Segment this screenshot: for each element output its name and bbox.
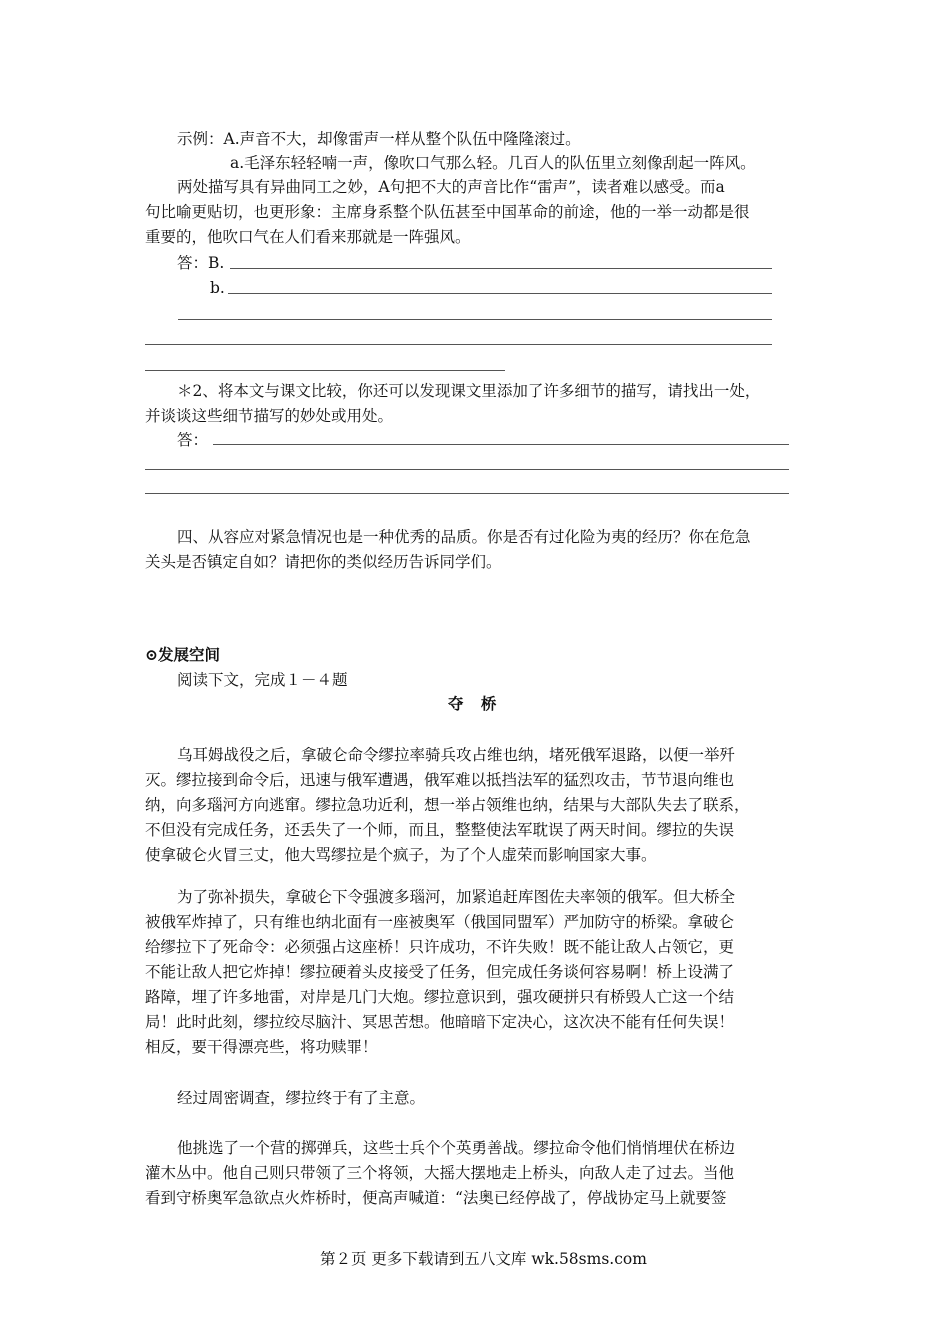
question2-line-1: ＊2、将本文与课文比较，你还可以发现课文里添加了许多细节的描写，请找出一处， (177, 382, 761, 400)
paragraph-1-line: 乌耳姆战役之后，拿破仑命令缪拉率骑兵攻占维也纳，堵死俄军退路，以便一举歼 (177, 746, 736, 764)
answer-blank-line[interactable] (145, 370, 505, 371)
paragraph-2-line: 局！此时此刻，缪拉绞尽脑汁、冥思苦想。他暗暗下定决心，这次决不能有任何失误！ (145, 1013, 735, 1031)
article-title: 夺 桥 (448, 694, 503, 713)
example-line-a-small: a.毛泽东轻轻喃一声，像吹口气那么轻。几百人的队伍里立刻像刮起一阵风。 (230, 154, 756, 172)
answer-b-label: 答：B. (177, 254, 225, 272)
development-heading: ⊙发展空间 (145, 645, 220, 664)
paragraph-4-line: 灌木丛中。他自己则只带领了三个将领，大摇大摆地走上桥头，向敌人走了过去。当他 (145, 1164, 735, 1182)
answer-sub-b-line[interactable] (228, 293, 772, 294)
page-footer: 第２页 更多下载请到五八文库 wk.58sms.com (320, 1250, 647, 1268)
question2-answer-line[interactable] (145, 469, 789, 470)
section4-line-1: 四、从容应对紧急情况也是一种优秀的品质。你是否有过化险为夷的经历？你在危急 (177, 528, 751, 546)
question2-answer-line[interactable] (145, 493, 789, 494)
example-explain-line-2: 句比喻更贴切，也更形象：主席身系整个队伍甚至中国革命的前途，他的一举一动都是很 (145, 203, 750, 221)
paragraph-1-line: 使拿破仑火冒三丈，他大骂缪拉是个疯子，为了个人虚荣而影响国家大事。 (145, 846, 657, 864)
paragraph-1-line: 灭。缪拉接到命令后，迅速与俄军遭遇，俄军难以抵挡法军的猛烈攻击，节节退向维也 (145, 771, 735, 789)
paragraph-1-line: 不但没有完成任务，还丢失了一个师，而且，整整使法军耽误了两天时间。缪拉的失误 (145, 821, 735, 839)
answer-blank-line[interactable] (145, 344, 772, 345)
paragraph-4-line: 他挑选了一个营的掷弹兵，这些士兵个个英勇善战。缪拉命令他们悄悄埋伏在桥边 (177, 1139, 736, 1157)
paragraph-2-line: 被俄军炸掉了，只有维也纳北面有一座被奥军（俄国同盟军）严加防守的桥梁。拿破仑 (145, 913, 735, 931)
paragraph-2-line: 路障，埋了许多地雷，对岸是几门大炮。缪拉意识到，强攻硬拼只有桥毁人亡这一个结 (145, 988, 735, 1006)
example-line-a: 示例：A.声音不大，却像雷声一样从整个队伍中隆隆滚过。 (177, 130, 581, 148)
development-instruction: 阅读下文，完成１－４题 (177, 671, 348, 689)
question2-answer-label: 答： (177, 431, 209, 449)
paragraph-2-line: 给缪拉下了死命令：必须强占这座桥！只许成功，不许失败！既不能让敌人占领它，更 (145, 938, 735, 956)
answer-blank-line[interactable] (178, 319, 772, 320)
paragraph-4-line: 看到守桥奥军急欲点火炸桥时，便高声喊道：“法奥已经停战了，停战协定马上就要签 (145, 1189, 727, 1207)
answer-b-line[interactable] (230, 268, 772, 269)
question2-answer-line[interactable] (213, 444, 789, 445)
paragraph-2-line: 为了弥补损失，拿破仑下令强渡多瑙河，加紧追赶库图佐夫率领的俄军。但大桥全 (177, 888, 736, 906)
example-explain-line-1: 两处描写具有异曲同工之妙，A句把不大的声音比作“雷声”，读者难以感受。而a (177, 178, 725, 196)
paragraph-2-line: 相反，要干得漂亮些，将功赎罪！ (145, 1038, 378, 1056)
paragraph-1-line: 纳，向多瑙河方向逃窜。缪拉急功近利，想一举占领维也纳，结果与大部队失去了联系， (145, 796, 750, 814)
paragraph-2-line: 不能让敌人把它炸掉！缪拉硬着头皮接受了任务，但完成任务谈何容易啊！桥上设满了 (145, 963, 735, 981)
paragraph-3-line: 经过周密调查，缪拉终于有了主意。 (177, 1089, 426, 1107)
question2-line-2: 并谈谈这些细节描写的妙处或用处。 (145, 407, 394, 425)
example-explain-line-3: 重要的，他吹口气在人们看来那就是一阵强风。 (145, 228, 471, 246)
answer-sub-b-label: b. (210, 279, 225, 297)
section4-line-2: 关头是否镇定自如？请把你的类似经历告诉同学们。 (145, 553, 502, 571)
